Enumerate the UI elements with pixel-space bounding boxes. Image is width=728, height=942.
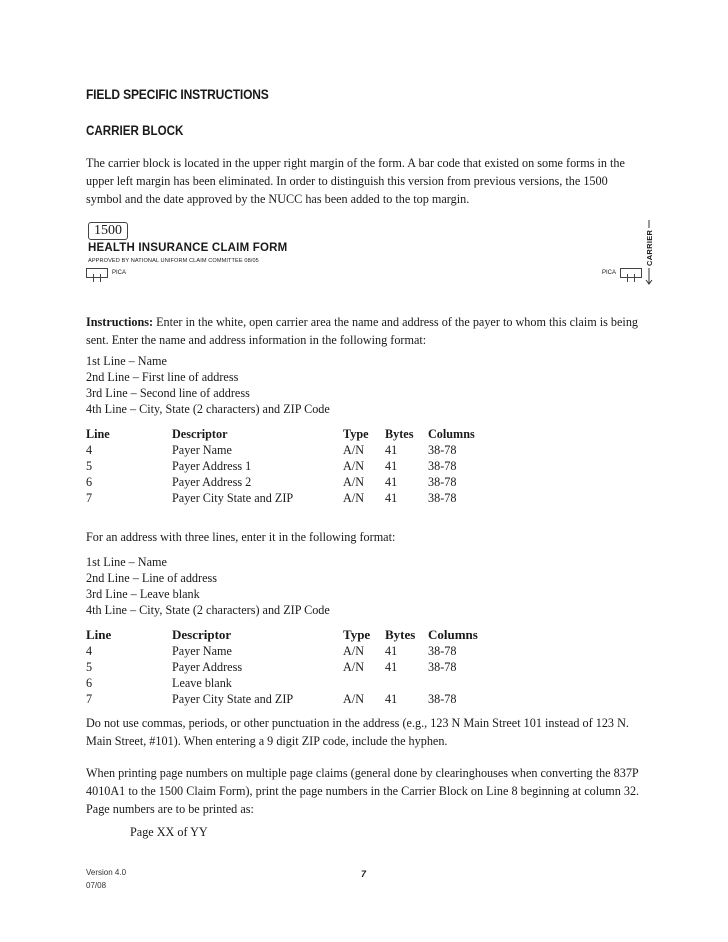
format-line: 2nd Line – First line of address	[86, 370, 239, 384]
cell-descriptor: Payer Name	[172, 443, 232, 457]
col-header-bytes: Bytes	[385, 627, 416, 642]
table-row	[86, 474, 498, 490]
table-header-row	[86, 426, 498, 442]
cell-type: A/N	[343, 459, 364, 473]
cell-line: 7	[86, 692, 93, 706]
cell-columns: 38-78	[428, 660, 457, 674]
pica-row	[86, 268, 642, 278]
cell-columns: 38-78	[428, 692, 457, 706]
carrier-text: CARRIER	[645, 229, 654, 266]
cell-line: 6	[86, 676, 93, 690]
cell-descriptor: Payer Address 1	[172, 459, 252, 473]
cell-bytes: 41	[385, 644, 398, 658]
page-numbers-note: When printing page numbers on multiple page claims (general done by clearinghouses when converting the 837P 4010A1 to the 1500 Claim Form), print the page numbers in the Carrier Block on Line 8 beginning at column 32. Page numbers are to be printed as:	[86, 766, 640, 816]
cell-type: A/N	[343, 475, 364, 489]
pica-right	[598, 268, 642, 286]
table-row	[86, 691, 498, 707]
form-approved-line: APPROVED BY NATIONAL UNIFORM CLAIM COMMITTEE 08/05	[88, 258, 259, 264]
instructions-text: Enter in the white, open carrier area the name and address of the payer to whom this claim is being sent. Enter the name and address information in the following format:	[86, 315, 639, 347]
field-table-1	[86, 426, 498, 506]
cell-bytes: 41	[385, 491, 398, 505]
form-header-image	[86, 218, 646, 288]
cell-descriptor: Payer Address	[172, 660, 243, 674]
cell-type: A/N	[343, 443, 364, 457]
pica-left	[86, 268, 130, 286]
cell-type: A/N	[343, 692, 364, 706]
pica-right-boxes	[620, 268, 642, 278]
col-header-descriptor: Descriptor	[172, 427, 228, 441]
page-heading: FIELD SPECIFIC INSTRUCTIONS	[86, 86, 269, 102]
cell-type	[343, 675, 385, 691]
cell-bytes: 41	[385, 459, 398, 473]
three-lines-intro: For an address with three lines, enter it in the following format:	[86, 530, 396, 544]
table-row	[86, 659, 498, 675]
table-row	[86, 442, 498, 458]
table-row	[86, 675, 498, 691]
cell-type: A/N	[343, 660, 364, 674]
cell-descriptor: Leave blank	[172, 676, 232, 690]
cell-bytes: 41	[385, 443, 398, 457]
footer-page-number: 7	[361, 869, 367, 879]
cell-line: 5	[86, 459, 93, 473]
cell-bytes	[385, 675, 428, 691]
cell-columns: 38-78	[428, 491, 457, 505]
cell-line: 5	[86, 660, 93, 674]
page-number-format: Page XX of YY	[130, 825, 208, 839]
table-row	[86, 490, 498, 506]
pica-left-label: PICA	[112, 270, 127, 276]
cell-descriptor: Payer Name	[172, 644, 232, 658]
cell-descriptor: Payer City State and ZIP	[172, 491, 294, 505]
cell-line: 4	[86, 644, 93, 658]
pica-left-boxes	[86, 268, 108, 278]
footer-version	[86, 866, 126, 892]
cell-line: 4	[86, 443, 93, 457]
section-heading: CARRIER BLOCK	[86, 123, 184, 138]
form-number-box: 1500	[88, 222, 128, 240]
cell-columns: 38-78	[428, 443, 457, 457]
instructions-label: Instructions:	[86, 315, 154, 329]
col-header-columns: Columns	[428, 427, 475, 441]
cell-descriptor: Payer City State and ZIP	[172, 692, 294, 706]
format-line: 3rd Line – Second line of address	[86, 386, 250, 400]
col-header-descriptor: Descriptor	[172, 627, 232, 642]
cell-descriptor: Payer Address 2	[172, 475, 252, 489]
format-line: 4th Line – City, State (2 characters) and ZIP Code	[86, 402, 330, 416]
col-header-type: Type	[343, 627, 371, 642]
cell-type: A/N	[343, 644, 364, 658]
cell-columns: 38-78	[428, 459, 457, 473]
cell-bytes: 41	[385, 660, 398, 674]
table-row	[86, 458, 498, 474]
col-header-line: Line	[86, 627, 112, 642]
instructions-paragraph	[86, 313, 646, 349]
format-line: 4th Line – City, State (2 characters) and ZIP Code	[86, 603, 330, 617]
col-header-type: Type	[343, 427, 369, 441]
format-list-2	[86, 554, 646, 618]
footer-date: 07/08	[86, 881, 107, 890]
cell-bytes: 41	[385, 475, 398, 489]
format-line: 2nd Line – Line of address	[86, 571, 217, 585]
format-list-1	[86, 353, 646, 417]
cell-columns: 38-78	[428, 644, 457, 658]
col-header-line: Line	[86, 427, 110, 441]
cell-line: 7	[86, 491, 93, 505]
intro-paragraph: The carrier block is located in the upper right margin of the form. A bar code that existed on some forms in the upper left margin has been eliminated. In order to distinguish this version from previous versions, the 1500 symbol and the date approved by the NUCC has been added to the top margin.	[86, 156, 625, 206]
format-line: 1st Line – Name	[86, 555, 167, 569]
cell-columns	[428, 675, 498, 691]
table-row	[86, 643, 498, 659]
format-line: 1st Line – Name	[86, 354, 167, 368]
format-line: 3rd Line – Leave blank	[86, 587, 200, 601]
col-header-columns: Columns	[428, 627, 478, 642]
pica-right-label: PICA	[601, 270, 616, 276]
carrier-side-label	[640, 218, 658, 288]
table-header-row	[86, 626, 498, 643]
punctuation-note: Do not use commas, periods, or other punctuation in the address (e.g., 123 N Main Street 101 instead of 123 N. Main Street, #101). When entering a 9 digit ZIP code, include the hyphen.	[86, 716, 629, 748]
footer-version-text: Version 4.0	[86, 868, 127, 877]
cell-line: 6	[86, 475, 93, 489]
cell-bytes: 41	[385, 692, 398, 706]
cell-columns: 38-78	[428, 475, 457, 489]
cell-type: A/N	[343, 491, 364, 505]
col-header-bytes: Bytes	[385, 427, 414, 441]
field-table-2	[86, 626, 498, 707]
form-title: HEALTH INSURANCE CLAIM FORM	[88, 242, 288, 254]
